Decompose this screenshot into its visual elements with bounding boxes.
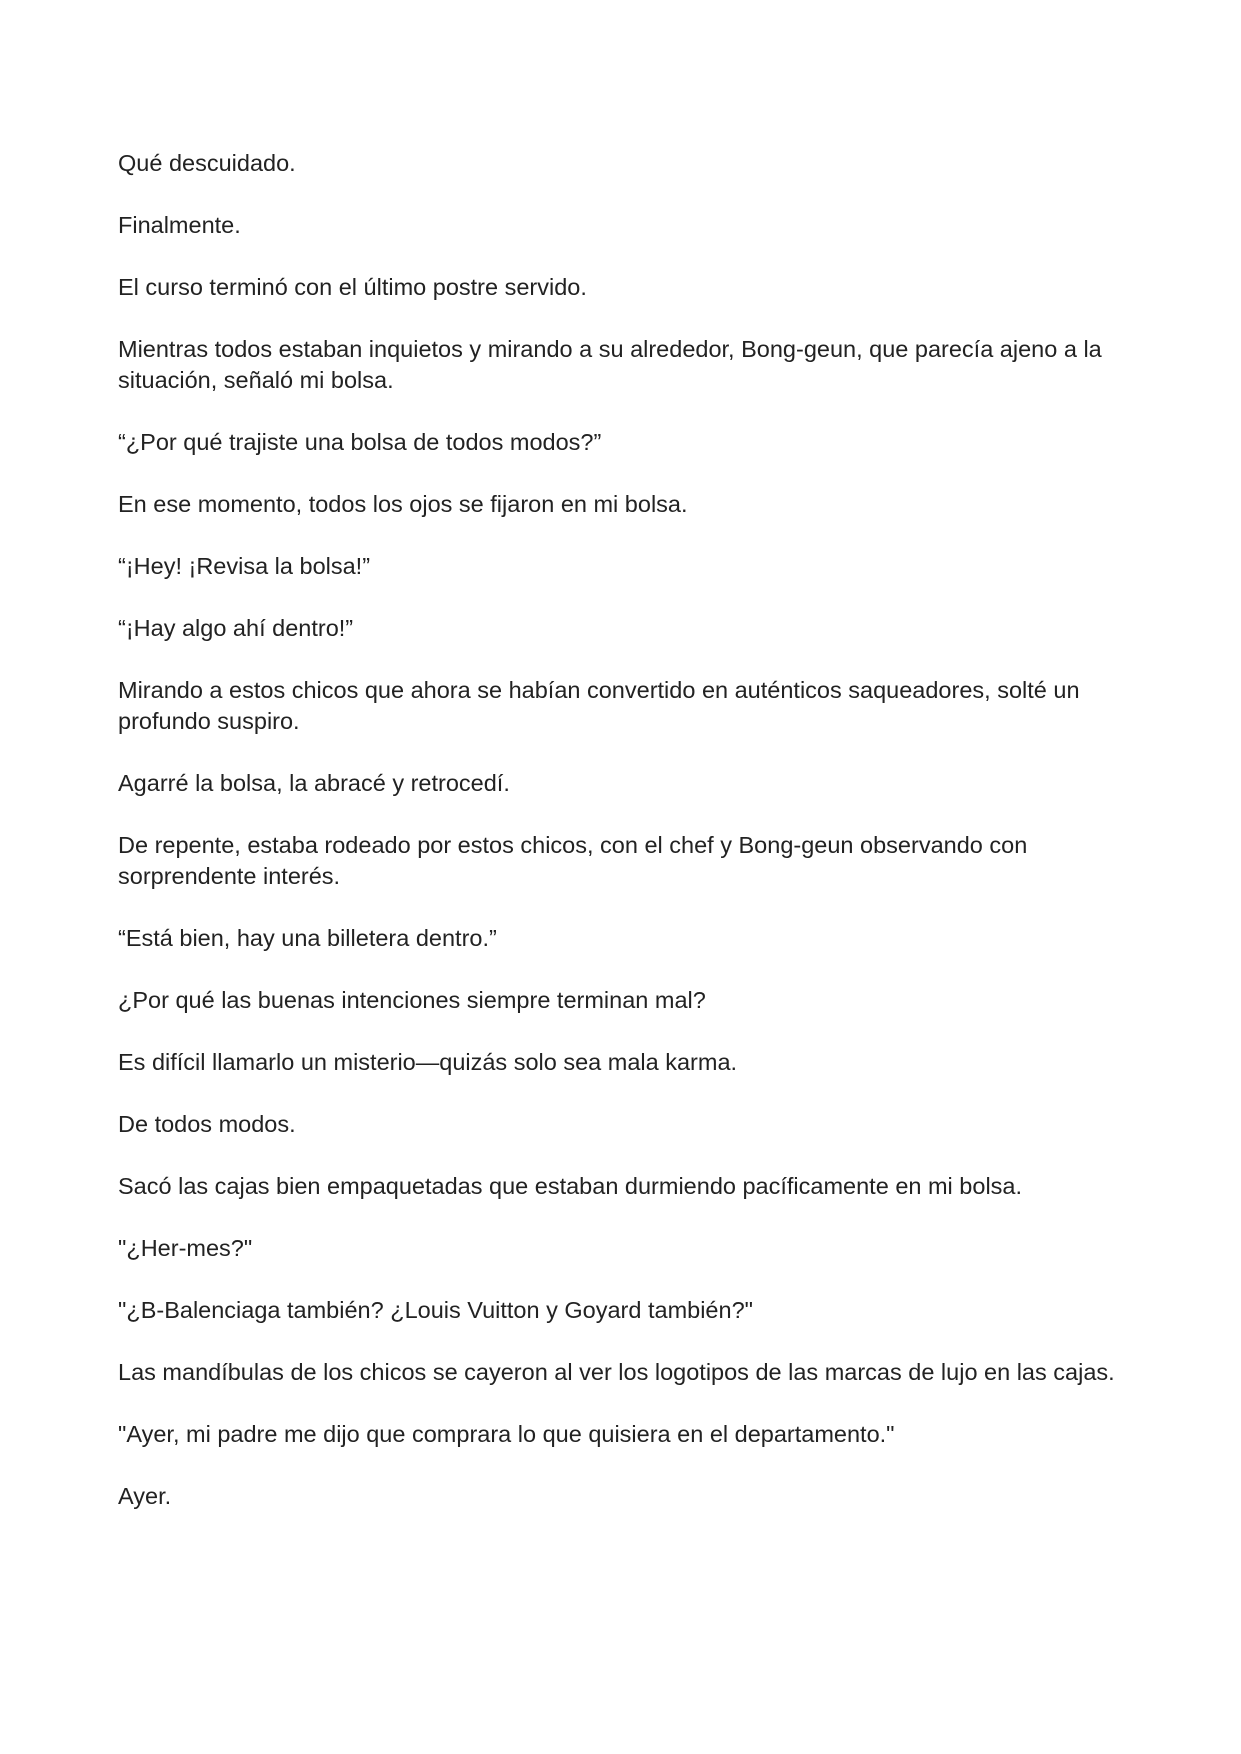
paragraph: Mirando a estos chicos que ahora se habían convertido en auténticos saqueadores, solté un profundo suspiro. [118, 677, 1080, 734]
paragraph: "¿Her-mes?" [118, 1235, 253, 1261]
paragraph: Las mandíbulas de los chicos se cayeron al ver los logotipos de las marcas de lujo en las cajas. [118, 1359, 1115, 1385]
paragraph: Ayer. [118, 1483, 172, 1509]
paragraph: “¿Por qué trajiste una bolsa de todos modos?” [118, 429, 602, 455]
paragraph: De todos modos. [118, 1111, 296, 1137]
paragraph: Es difícil llamarlo un misterio—quizás solo sea mala karma. [118, 1049, 738, 1075]
paragraph: Sacó las cajas bien empaquetadas que estaban durmiendo pacíficamente en mi bolsa. [118, 1173, 1023, 1199]
paragraph: “Está bien, hay una billetera dentro.” [118, 925, 497, 951]
paragraph: “¡Hay algo ahí dentro!” [118, 615, 354, 641]
paragraph: Finalmente. [118, 212, 241, 238]
paragraph: Agarré la bolsa, la abracé y retrocedí. [118, 770, 510, 796]
paragraph: “¡Hey! ¡Revisa la bolsa!” [118, 553, 371, 579]
paragraph: En ese momento, todos los ojos se fijaron en mi bolsa. [118, 491, 688, 517]
document-body [118, 148, 1138, 1543]
paragraph: "Ayer, mi padre me dijo que comprara lo que quisiera en el departamento." [118, 1421, 895, 1447]
paragraph: "¿B-Balenciaga también? ¿Louis Vuitton y Goyard también?" [118, 1297, 753, 1323]
paragraph: Mientras todos estaban inquietos y mirando a su alrededor, Bong-geun, que parecía ajeno a la situación, señaló mi bolsa. [118, 336, 1102, 393]
paragraph: De repente, estaba rodeado por estos chicos, con el chef y Bong-geun observando con sorprendente interés. [118, 832, 1028, 889]
paragraph: ¿Por qué las buenas intenciones siempre terminan mal? [118, 987, 706, 1013]
paragraph: Qué descuidado. [118, 150, 296, 176]
paragraph: El curso terminó con el último postre servido. [118, 274, 587, 300]
